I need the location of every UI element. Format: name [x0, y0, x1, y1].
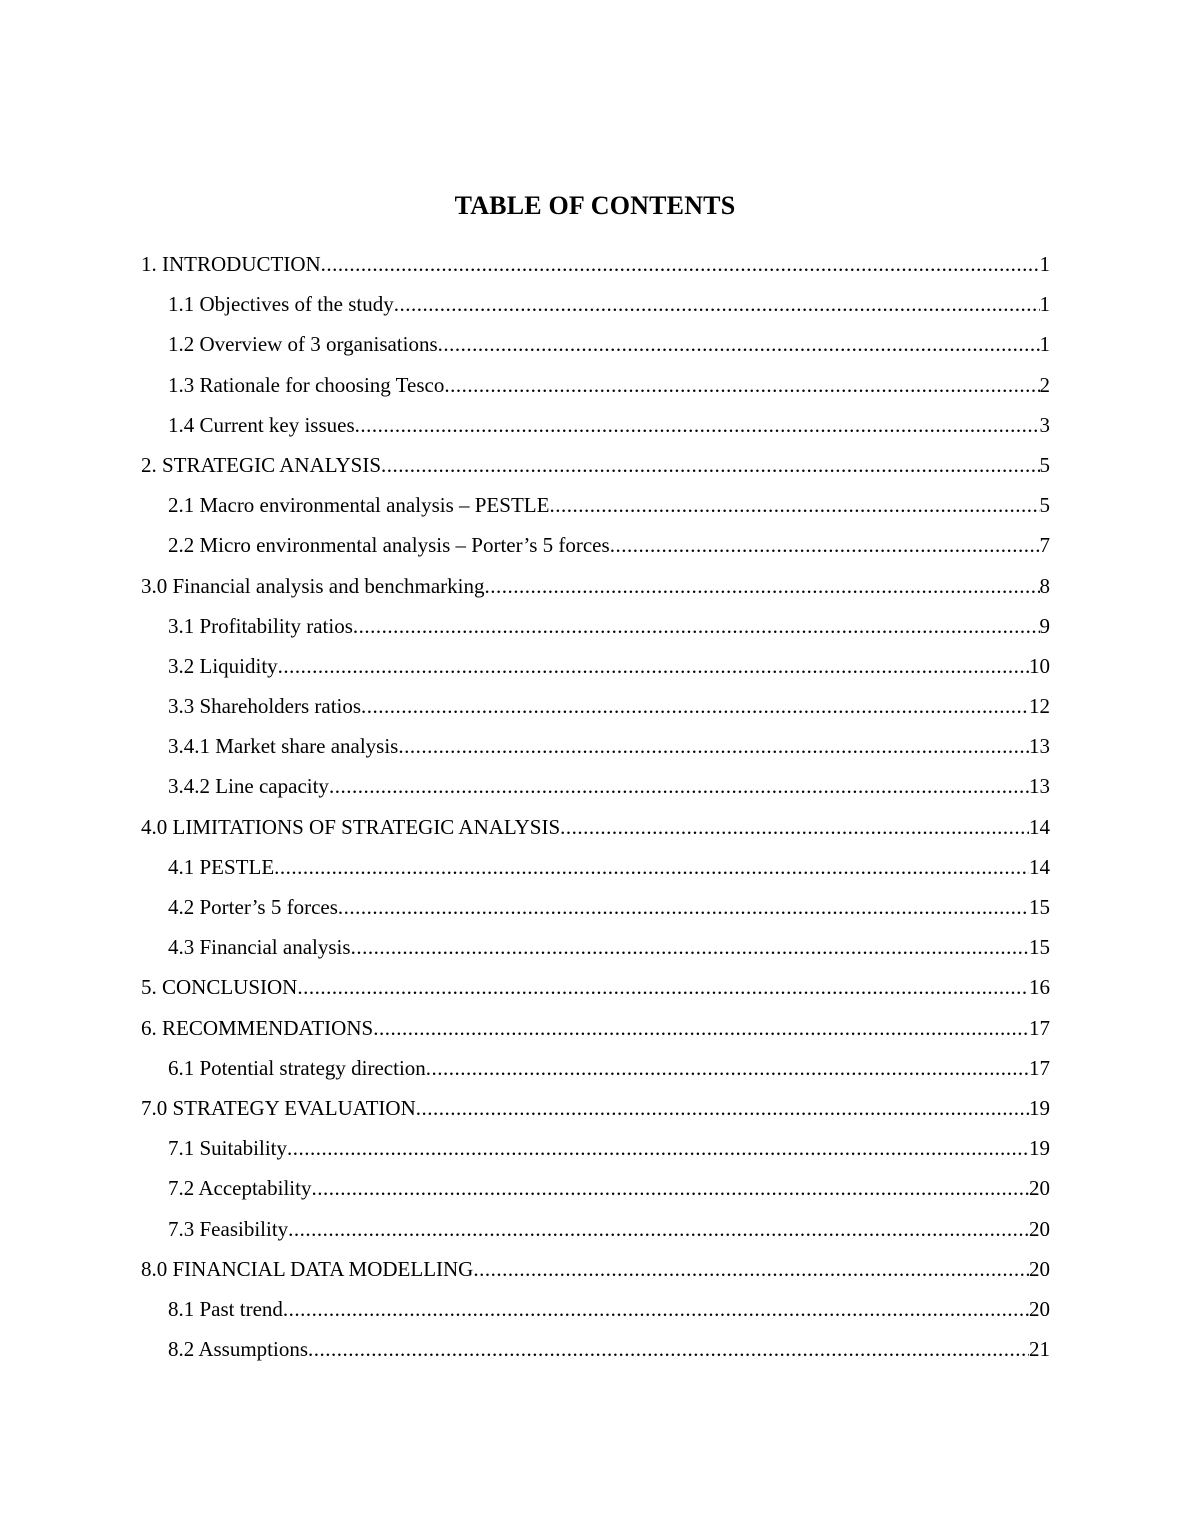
toc-entry-label: 8.2 Assumptions — [168, 1337, 309, 1362]
toc-entry-page-number: 20 — [1029, 1176, 1050, 1201]
toc-entry[interactable] — [141, 485, 1050, 525]
toc-entry-page-number: 10 — [1029, 653, 1050, 678]
toc-entry-label: 3.0 Financial analysis and benchmarking — [141, 573, 485, 598]
toc-dot-leader — [355, 405, 1040, 445]
toc-dot-leader — [338, 887, 1029, 927]
toc-entry[interactable] — [141, 967, 1050, 1007]
toc-dot-leader — [308, 1329, 1029, 1369]
toc-entry-page-number: 15 — [1029, 935, 1050, 960]
toc-entry[interactable] — [141, 887, 1050, 927]
toc-entry-label: 1.4 Current key issues — [168, 412, 355, 437]
toc-entry[interactable] — [141, 244, 1050, 284]
toc-dot-leader — [361, 686, 1029, 726]
toc-entry[interactable] — [141, 1088, 1050, 1128]
toc-entry[interactable] — [141, 284, 1050, 324]
toc-entry[interactable] — [141, 1329, 1050, 1369]
toc-entry-label: 4.3 Financial analysis — [168, 935, 351, 960]
toc-entry-page-number: 2 — [1039, 372, 1050, 397]
toc-dot-leader — [329, 766, 1029, 806]
toc-entry[interactable] — [141, 365, 1050, 405]
toc-entry-page-number: 19 — [1029, 1136, 1050, 1161]
toc-dot-leader — [381, 445, 1039, 485]
toc-dot-leader — [283, 1289, 1029, 1329]
toc-entry-page-number: 5 — [1039, 452, 1050, 477]
toc-title: TABLE OF CONTENTS — [454, 191, 736, 220]
toc-entry[interactable] — [141, 1168, 1050, 1208]
toc-entry-label: 4.0 LIMITATIONS OF STRATEGIC ANALYSIS — [141, 814, 561, 839]
toc-entry-page-number: 14 — [1029, 814, 1050, 839]
toc-entry[interactable] — [141, 1249, 1050, 1289]
toc-entry-page-number: 21 — [1029, 1337, 1050, 1362]
toc-entry[interactable] — [141, 1128, 1050, 1168]
toc-entry[interactable] — [141, 405, 1050, 445]
toc-entry-label: 7.0 STRATEGY EVALUATION — [141, 1095, 416, 1120]
toc-dot-leader — [560, 807, 1029, 847]
toc-entry[interactable] — [141, 566, 1050, 606]
toc-entry-page-number: 12 — [1029, 694, 1050, 719]
toc-entry[interactable] — [141, 807, 1050, 847]
toc-dot-leader — [321, 244, 1040, 284]
toc-entry-page-number: 13 — [1029, 774, 1050, 799]
toc-entry-label: 8.0 FINANCIAL DATA MODELLING — [141, 1256, 474, 1281]
toc-entry[interactable] — [141, 686, 1050, 726]
toc-dot-leader — [297, 967, 1029, 1007]
toc-entry-label: 1. INTRODUCTION — [141, 252, 321, 276]
toc-entry-label: 7.1 Suitability — [168, 1136, 288, 1161]
toc-dot-leader — [287, 1128, 1029, 1168]
toc-entry-label: 3.1 Profitability ratios — [168, 613, 353, 638]
toc-entry-label: 2. STRATEGIC ANALYSIS — [141, 452, 382, 477]
toc-dot-leader — [444, 365, 1039, 405]
toc-dot-leader — [416, 1088, 1029, 1128]
toc-entry-label: 1.1 Objectives of the study — [168, 292, 394, 317]
toc-entry-page-number: 1 — [1039, 332, 1050, 357]
toc-list — [141, 244, 1050, 1369]
toc-entry-page-number: 17 — [1029, 1015, 1050, 1040]
toc-entry-page-number: 9 — [1039, 613, 1050, 638]
toc-entry[interactable] — [141, 1289, 1050, 1329]
toc-dot-leader — [473, 1249, 1029, 1289]
toc-entry[interactable] — [141, 445, 1050, 485]
toc-entry-label: 4.2 Porter’s 5 forces — [168, 895, 338, 919]
toc-dot-leader — [438, 324, 1040, 364]
toc-entry-page-number: 14 — [1029, 854, 1050, 879]
toc-dot-leader — [394, 284, 1040, 324]
toc-entry-label: 3.2 Liquidity — [168, 653, 278, 678]
toc-dot-leader — [426, 1048, 1029, 1088]
toc-entry-label: 2.2 Micro environmental analysis – Porter’s 5 forces — [168, 533, 610, 558]
toc-dot-leader — [351, 927, 1029, 967]
toc-entry-label: 7.2 Acceptability — [168, 1176, 312, 1201]
toc-entry-label: 8.1 Past trend — [168, 1296, 283, 1321]
toc-entry-page-number: 20 — [1029, 1256, 1050, 1281]
toc-entry[interactable] — [141, 726, 1050, 766]
toc-entry-label: 2.1 Macro environmental analysis – PESTLE — [168, 493, 550, 518]
toc-entry-page-number: 16 — [1029, 975, 1050, 1000]
toc-entry-page-number: 20 — [1029, 1216, 1050, 1241]
toc-entry-label: 3.3 Shareholders ratios — [168, 694, 362, 719]
toc-entry-label: 6.1 Potential strategy direction — [168, 1055, 426, 1080]
toc-entry-page-number: 19 — [1029, 1095, 1050, 1120]
toc-dot-leader — [288, 1209, 1029, 1249]
toc-entry-page-number: 1 — [1039, 252, 1050, 276]
toc-entry-page-number: 7 — [1039, 533, 1050, 558]
toc-entry-label: 3.4.1 Market share analysis — [168, 734, 399, 759]
toc-dot-leader — [549, 485, 1039, 525]
toc-entry-label: 1.2 Overview of 3 organisations — [168, 332, 438, 357]
toc-entry-page-number: 20 — [1029, 1296, 1050, 1321]
toc-dot-leader — [610, 525, 1040, 565]
toc-entry[interactable] — [141, 1008, 1050, 1048]
toc-dot-leader — [274, 847, 1029, 887]
toc-entry[interactable] — [141, 847, 1050, 887]
toc-dot-leader — [278, 646, 1029, 686]
toc-entry[interactable] — [141, 525, 1050, 565]
toc-entry[interactable] — [141, 927, 1050, 967]
toc-entry-page-number: 1 — [1039, 292, 1050, 317]
toc-entry-label: 4.1 PESTLE — [168, 854, 275, 879]
toc-entry-label: 7.3 Feasibility — [168, 1216, 289, 1241]
toc-entry[interactable] — [141, 766, 1050, 806]
toc-entry[interactable] — [141, 324, 1050, 364]
toc-entry-page-number: 13 — [1029, 734, 1050, 759]
toc-dot-leader — [373, 1008, 1029, 1048]
toc-dot-leader — [398, 726, 1029, 766]
toc-entry-page-number: 3 — [1039, 412, 1050, 437]
toc-dot-leader — [485, 566, 1040, 606]
toc-entry-page-number: 5 — [1039, 493, 1050, 518]
toc-entry-page-number: 8 — [1039, 573, 1050, 598]
toc-dot-leader — [353, 606, 1040, 646]
toc-dot-leader — [311, 1168, 1029, 1208]
toc-entry-label: 3.4.2 Line capacity — [168, 774, 329, 799]
toc-entry[interactable] — [141, 646, 1050, 686]
toc-entry-label: 1.3 Rationale for choosing Tesco — [168, 372, 445, 397]
toc-entry-label: 5. CONCLUSION — [141, 975, 298, 1000]
toc-entry[interactable] — [141, 1048, 1050, 1088]
toc-entry-page-number: 17 — [1029, 1055, 1050, 1080]
toc-entry-page-number: 15 — [1029, 895, 1050, 919]
toc-entry-label: 6. RECOMMENDATIONS — [141, 1015, 374, 1040]
toc-entry[interactable] — [141, 1209, 1050, 1249]
toc-entry[interactable] — [141, 606, 1050, 646]
